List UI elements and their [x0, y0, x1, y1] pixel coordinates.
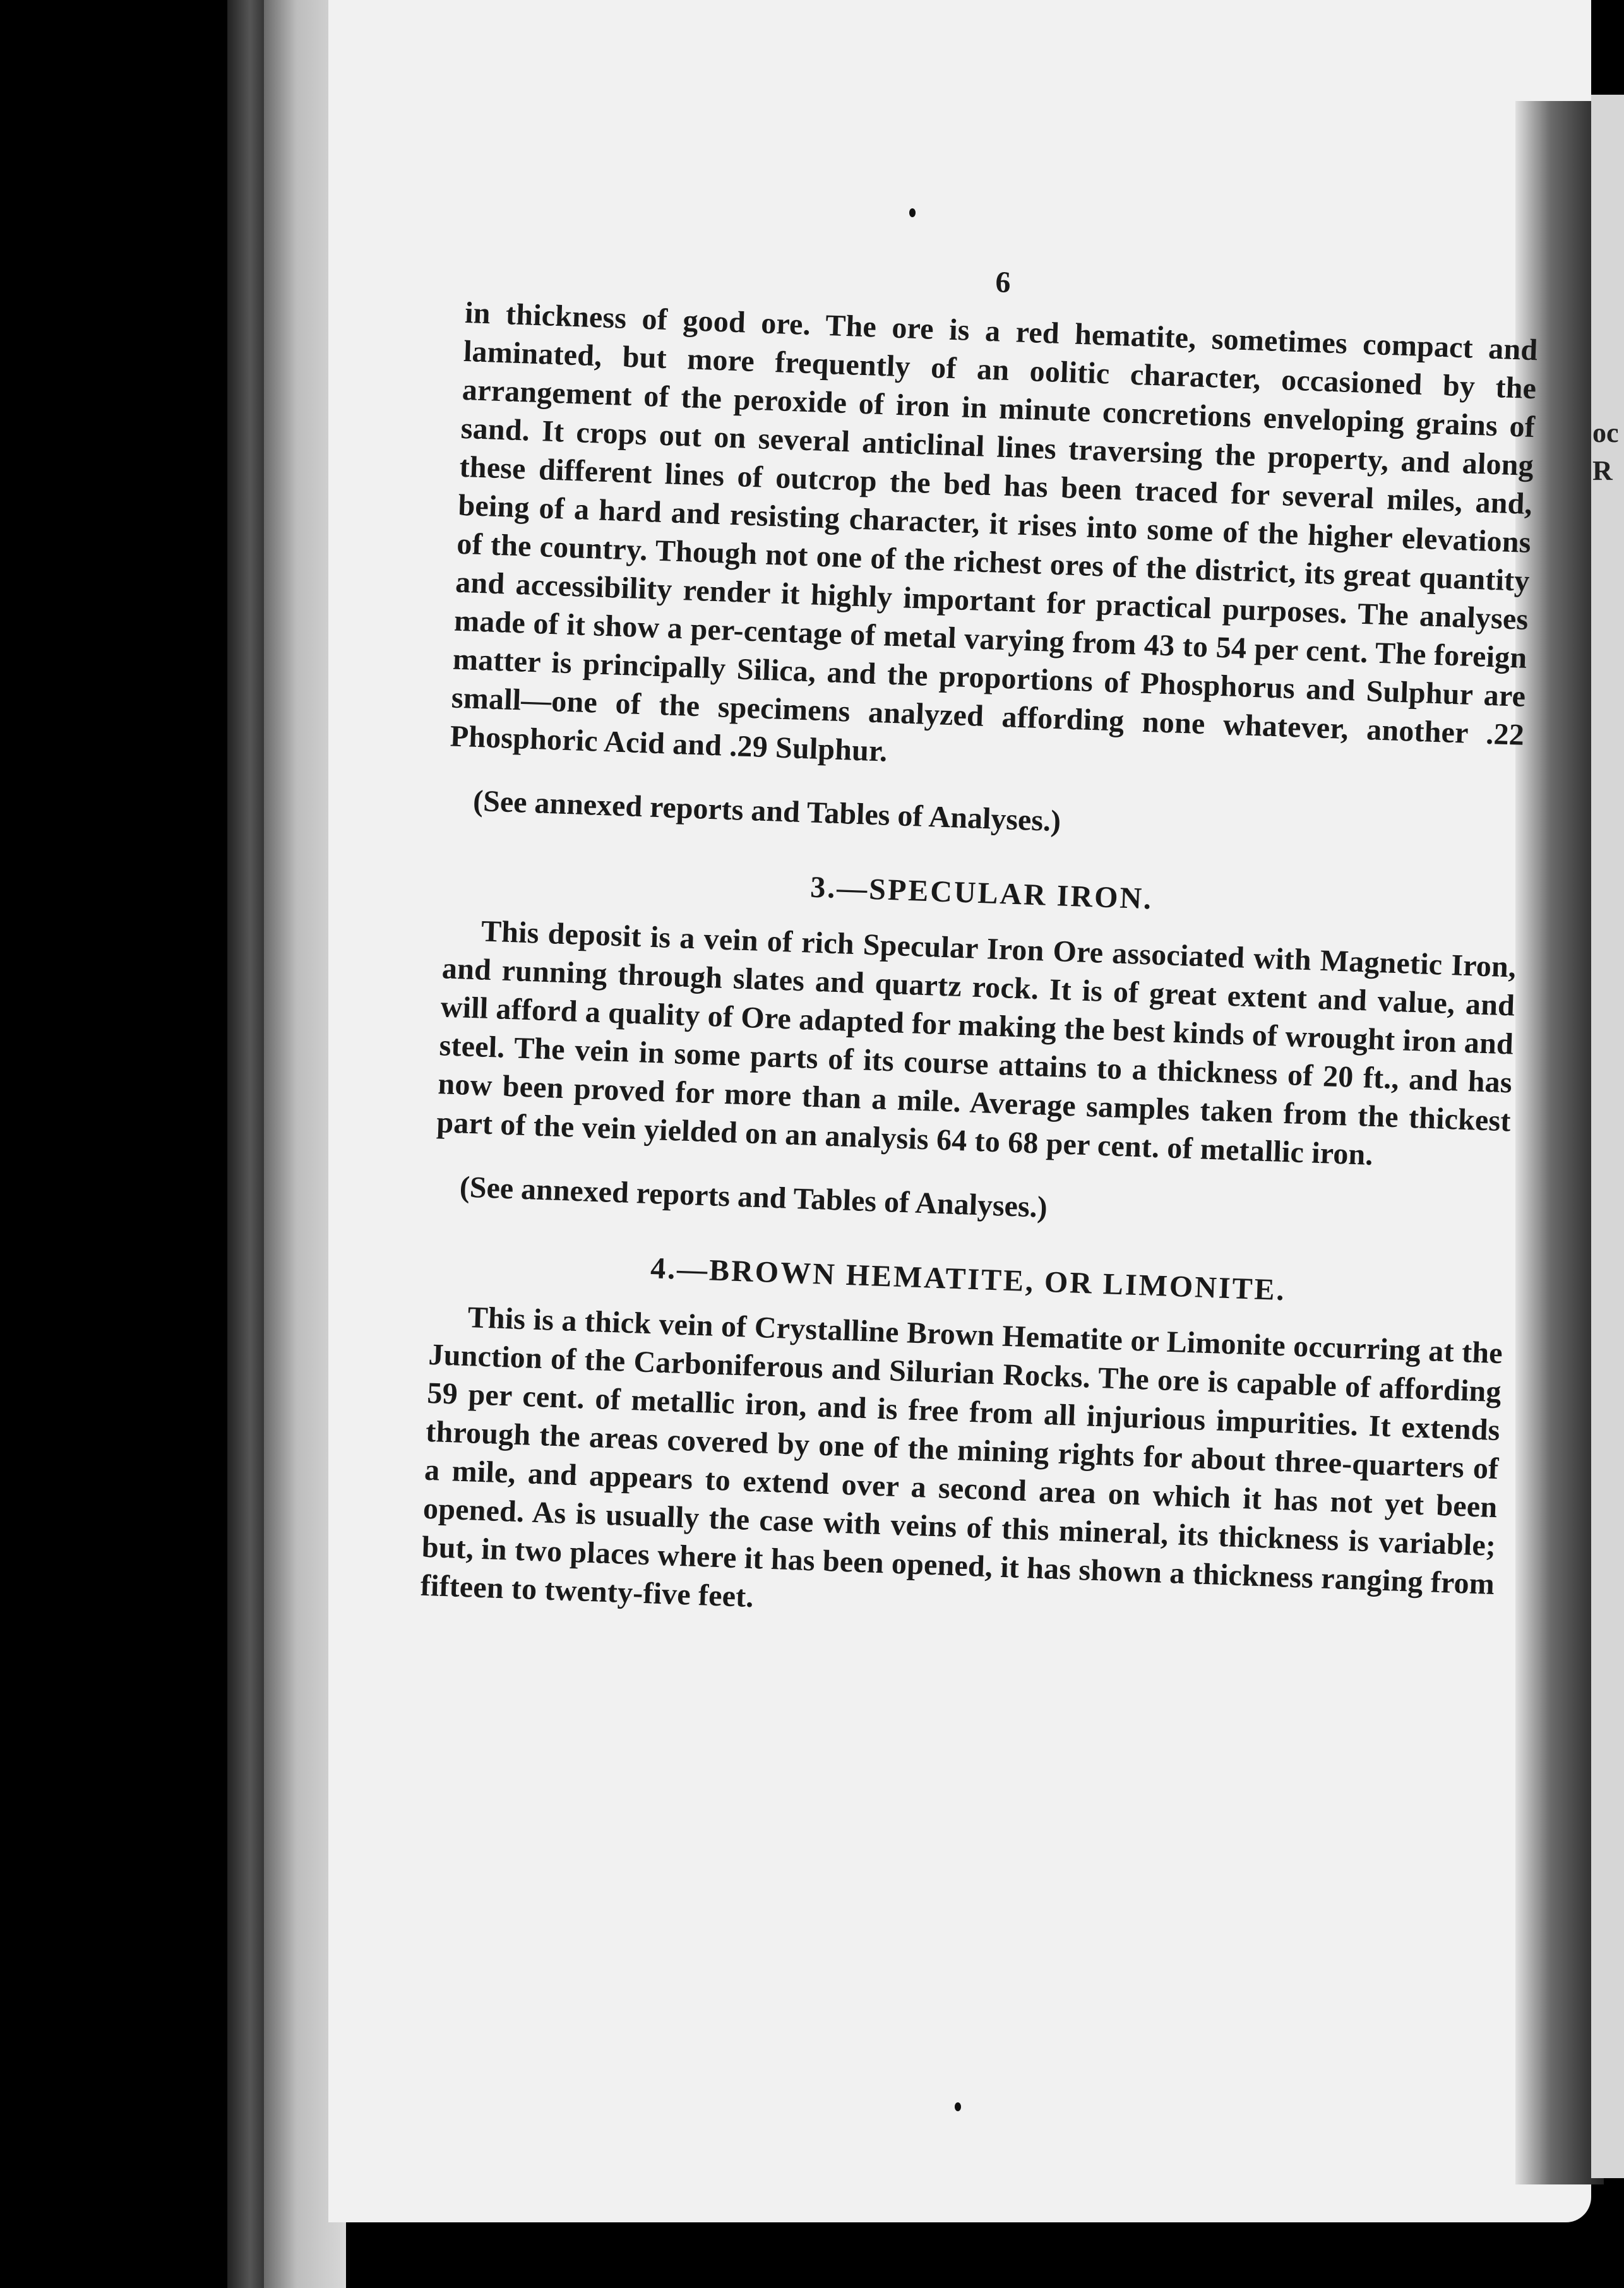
page-content — [420, 246, 1540, 1642]
book-spine — [227, 0, 265, 2288]
section-heading-brown-hematite: 4.—BROWN HEMATITE, OR LIMONITE. — [650, 1251, 1287, 1308]
adjacent-page-fragment-2: R — [1592, 455, 1613, 486]
analyses-note: (See annexed reports and Tables of Analyses.) — [472, 784, 1061, 838]
section-body-specular-iron: This deposit is a vein of rich Specular Iron Ore associated with Magnetic Iron, and running through slates and quartz rock. It is of great extent and value, and will afford a quality of Ore adapted for making the best kinds of wrought iron and steel. The vein in some parts of its course attains to a thickness of 20 ft., and has now been proved for more than a mile. Average samples taken from the thickest part of the vein yielded on an analysis 64 to 68 per cent. of metallic iron. — [436, 914, 1517, 1172]
page-number: 6 — [994, 265, 1012, 300]
continuation-paragraph: in thickness of good ore. The ore is a red hematite, sometimes compact and laminated, but more frequently of an oolitic character, occasioned by the arrangement of the peroxide of iron in minute concretions enveloping grains of sand. It crops out on several anticlinal lines traversing the property, and along these different lines of outcrop the bed has been traced for several miles, and, being of a hard and resisting character, it rises into some of the higher elevations of the country. Though not one of the richest ores of the district, its great quantity and accessibility render it highly important for practical purposes. The analyses made of it show a per-centage of metal varying from 43 to 54 per cent. The foreign matter is principally Silica, and the proportions of Phosphorus and Sulphur are small—one of the specimens analyzed affording none whatever, another .22 Phosphoric Acid and .29 Sulphur. — [449, 295, 1539, 768]
ink-speck — [909, 208, 916, 217]
adjacent-page-fragment-1: oc — [1592, 417, 1619, 448]
analyses-note: (See annexed reports and Tables of Analyses.) — [459, 1170, 1048, 1224]
adjacent-page-sliver — [1591, 95, 1624, 2178]
section-body-brown-hematite: This is a thick vein of Crystalline Brown Hematite or Limonite occurring at the Junction of the Carboniferous and Silurian Rocks. The ore is capable of affording 59 per cent. of metallic iron, and is free from all injurious impurities. It extends through the areas covered by one of the mining rights for about three-quarters of a mile, and appears to extend over a second area on which it has not yet been opened. As is usually the case with veins of this mineral, its thickness is variable; but, in two places where it has been opened, it has shown a thickness ranging from fifteen to twenty-five feet. — [420, 1301, 1503, 1614]
ink-speck — [955, 2102, 961, 2111]
section-heading-specular-iron: 3.—SPECULAR IRON. — [809, 870, 1154, 916]
